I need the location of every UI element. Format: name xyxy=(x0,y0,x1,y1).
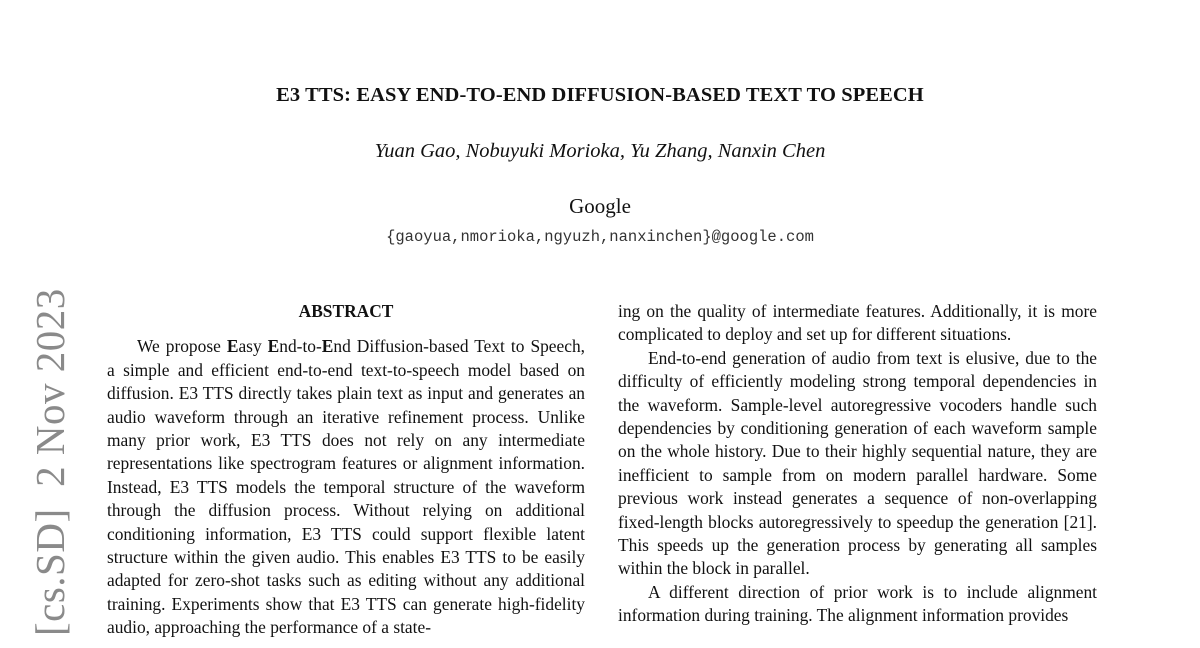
paper-title: E3 TTS: EASY END-TO-END DIFFUSION-BASED TEXT TO SPEECH xyxy=(276,84,924,106)
body-paragraph-3: A different direction of prior work is to include alignment information during training. The alignment information provides xyxy=(618,581,1097,626)
right-column xyxy=(618,300,1097,628)
abstract-heading: ABSTRACT xyxy=(298,301,394,321)
arxiv-stamp: [cs.SD] 2 Nov 2023 xyxy=(27,288,73,636)
paper-email: {gaoyua,nmorioka,ngyuzh,nanxinchen}@google.com xyxy=(386,228,814,246)
paper-affiliation: Google xyxy=(569,194,631,218)
body-paragraph-2: End-to-end generation of audio from text is elusive, due to the difficulty of efficiently modeling strong temporal dependencies in the waveform. Sample-level autoregressive vocoders handle such dependencies by conditioning generation of each waveform sample on the whole history. Due to their highly sequential nature, they are inefficient to sample from on modern parallel hardware. Some previous work instead generates a sequence of non-overlapping fixed-length blocks autoregressively to speedup the generation [21]. This speeds up the generation process by generating all samples within the block in parallel. xyxy=(618,347,1097,579)
left-column xyxy=(107,300,585,640)
body-paragraph-1: ing on the quality of intermediate features. Additionally, it is more complicated to deploy and set up for different situations. xyxy=(618,301,1097,345)
abstract-paragraph: We propose Easy End-to-End Diffusion-based Text to Speech, a simple and efficient end-to-end text-to-speech model based on diffusion. E3 TTS directly takes plain text as input and generates an audio waveform through an iterative refinement process. Unlike many prior work, E3 TTS does not rely on any intermediate representations like spectrogram features or alignment information. Instead, E3 TTS models the temporal structure of the waveform through the diffusion process. Without relying on additional conditioning information, E3 TTS could support flexible latent structure within the given audio. This enables E3 TTS to be easily adapted for zero-shot tasks such as editing without any additional training. Experiments show that E3 TTS can generate high-fidelity audio, approaching the performance of a state- xyxy=(107,336,586,638)
paper-authors: Yuan Gao, Nobuyuki Morioka, Yu Zhang, Nanxin Chen xyxy=(374,140,826,162)
